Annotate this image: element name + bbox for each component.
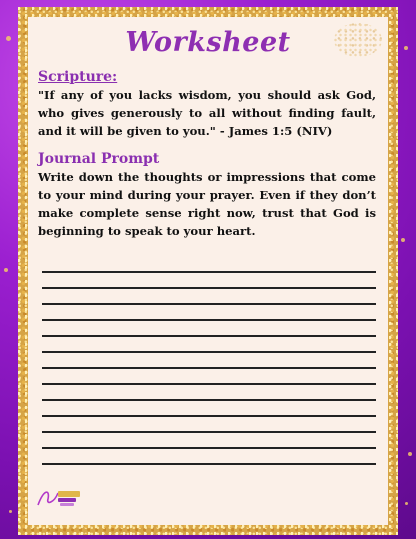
writing-line[interactable] xyxy=(42,447,376,449)
writing-line[interactable] xyxy=(42,431,376,433)
writing-line[interactable] xyxy=(42,367,376,369)
writing-line[interactable] xyxy=(42,319,376,321)
writing-line[interactable] xyxy=(42,303,376,305)
sparkle-decoration xyxy=(9,510,12,513)
page-title: Worksheet xyxy=(125,27,291,58)
writing-line[interactable] xyxy=(42,287,376,289)
worksheet-paper xyxy=(28,17,388,525)
writing-line[interactable] xyxy=(42,415,376,417)
sparkle-decoration xyxy=(408,452,412,456)
sparkle-decoration xyxy=(401,238,405,242)
journal-prompt-heading: Journal Prompt xyxy=(38,151,160,167)
scripture-heading: Scripture: xyxy=(38,69,118,85)
sparkle-decoration xyxy=(404,46,408,50)
writing-line[interactable] xyxy=(42,463,376,465)
writing-line[interactable] xyxy=(42,335,376,337)
writing-line[interactable] xyxy=(42,399,376,401)
sparkle-decoration xyxy=(6,36,11,41)
brand-logo xyxy=(36,485,84,509)
sparkle-decoration xyxy=(4,268,8,272)
sparkle-decoration xyxy=(405,502,408,505)
writing-line[interactable] xyxy=(42,351,376,353)
scripture-text: "If any of you lacks wisdom, you should ask God, who gives generously to all without finding fault, and it will be given to you." - James 1:5 (NIV) xyxy=(38,88,376,138)
writing-line[interactable] xyxy=(42,271,376,273)
journal-prompt-text: Write down the thoughts or impressions that come to your mind during your prayer. Even if they don’t make complete sense right now, trust that God is beginning to speak to your heart. xyxy=(38,170,376,238)
writing-line[interactable] xyxy=(42,383,376,385)
